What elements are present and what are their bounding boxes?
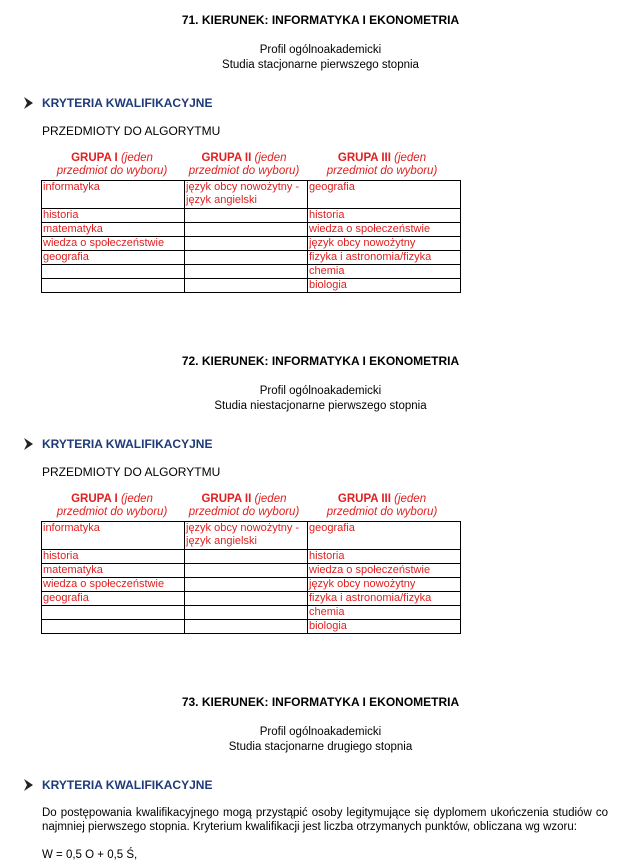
table-row [42,578,461,592]
table-cell: język obcy nowożytny - język angielski [185,522,308,550]
section-73-criteria-heading [22,778,212,792]
table-cell: geografia [42,592,185,606]
table-cell: informatyka [42,181,185,209]
section-71-subjects-heading: PRZEDMIOTY DO ALGORYTMU [42,124,221,138]
table-row [42,181,461,209]
table-cell: chemia [308,606,461,620]
table-cell [42,265,185,279]
table-cell: historia [42,209,185,223]
table-cell: historia [308,209,461,223]
table-cell [42,606,185,620]
table-cell [185,606,308,620]
study-mode-line: Studia stacjonarne pierwszego stopnia [222,59,419,71]
arrow-bullet-icon [22,437,36,451]
table-cell [185,279,308,293]
profile-line: Profil ogólnoakademicki [259,385,382,397]
group-1-header [42,493,182,519]
group-note-2: przedmiot do wyboru) [56,506,168,518]
table-cell: chemia [308,265,461,279]
arrow-bullet-icon [22,96,36,110]
table-cell: geografia [42,251,185,265]
table-cell: fizyka i astronomia/fizyka [308,592,461,606]
section-73-formula: W = 0,5 O + 0,5 Ś, [42,849,138,861]
profile-line: Profil ogólnoakademicki [259,44,382,56]
table-cell [185,237,308,251]
table-row [42,265,461,279]
table-row [42,550,461,564]
group-note: (jeden [394,152,427,164]
table-row [42,564,461,578]
section-72-title: 72. KIERUNEK: INFORMATYKA I EKONOMETRIA [181,354,460,368]
group-note-2: przedmiot do wyboru) [326,165,438,177]
criteria-heading-label: KRYTERIA KWALIFIKACYJNE [42,778,213,792]
group-2-header [174,493,314,519]
table-cell [185,592,308,606]
table-cell [185,223,308,237]
profile-line: Profil ogólnoakademicki [259,726,382,738]
section-72-subjects-heading: PRZEDMIOTY DO ALGORYTMU [42,465,221,479]
study-mode-line: Studia stacjonarne drugiego stopnia [228,741,413,753]
table-cell [185,251,308,265]
table-cell [185,578,308,592]
table-row [42,237,461,251]
table-cell: geografia [308,181,461,209]
table-cell: historia [42,550,185,564]
table-cell: informatyka [42,522,185,550]
group-note: (jeden [120,152,153,164]
table-cell: wiedza o społeczeństwie [308,564,461,578]
table-row [42,620,461,634]
section-73-description: Do postępowania kwalifikacyjnego mogą przystąpić osoby legitymujące się dyplomem ukończenia studiów co najmniej pierwszego stopnia. Kryterium kwalifikacji jest liczba otrzymanych punktów, obliczana wg wzoru: [42,807,608,833]
group-name: GRUPA III [337,152,391,164]
group-1-header [42,152,182,178]
group-note: (jeden [394,493,427,505]
group-note: (jeden [254,152,287,164]
group-name: GRUPA II [201,493,252,505]
table-row [42,279,461,293]
table-cell: wiedza o społeczeństwie [42,578,185,592]
table-cell: wiedza o społeczeństwie [42,237,185,251]
table-cell [42,620,185,634]
table-cell: matematyka [42,564,185,578]
table-cell: historia [308,550,461,564]
group-name: GRUPA I [71,152,118,164]
table-row [42,251,461,265]
table-cell [185,550,308,564]
criteria-heading-label: KRYTERIA KWALIFIKACYJNE [42,437,213,451]
study-mode-line: Studia niestacjonarne pierwszego stopnia [214,400,427,412]
table-cell [185,265,308,279]
table-cell: geografia [308,522,461,550]
table-cell: język obcy nowożytny [308,578,461,592]
table-cell [185,564,308,578]
group-3-header [312,152,452,178]
section-72-criteria-heading [22,437,212,451]
table-row [42,592,461,606]
table-row [42,522,461,550]
group-note: (jeden [120,493,153,505]
section-71-title: 71. KIERUNEK: INFORMATYKA I EKONOMETRIA [181,13,460,27]
table-cell: matematyka [42,223,185,237]
table-row [42,209,461,223]
group-3-header [312,493,452,519]
table-row [42,223,461,237]
section-71-profile [0,43,641,73]
section-71-subjects-table [41,180,461,293]
table-cell: fizyka i astronomia/fizyka [308,251,461,265]
table-cell [185,209,308,223]
table-cell: biologia [308,620,461,634]
group-name: GRUPA I [71,493,118,505]
group-note-2: przedmiot do wyboru) [56,165,168,177]
section-73-profile [0,725,641,755]
table-row [42,606,461,620]
section-72-profile [0,384,641,414]
arrow-bullet-icon [22,778,36,792]
group-note-2: przedmiot do wyboru) [188,165,300,177]
group-name: GRUPA II [201,152,252,164]
group-note-2: przedmiot do wyboru) [188,506,300,518]
table-cell: język obcy nowożytny - język angielski [185,181,308,209]
table-cell: biologia [308,279,461,293]
table-cell [185,620,308,634]
section-73-title: 73. KIERUNEK: INFORMATYKA I EKONOMETRIA [181,695,460,709]
table-cell: język obcy nowożytny [308,237,461,251]
table-cell: wiedza o społeczeństwie [308,223,461,237]
group-note: (jeden [254,493,287,505]
criteria-heading-label: KRYTERIA KWALIFIKACYJNE [42,96,213,110]
section-71-criteria-heading [22,96,212,110]
group-2-header [174,152,314,178]
group-note-2: przedmiot do wyboru) [326,506,438,518]
section-72-subjects-table [41,521,461,634]
group-name: GRUPA III [337,493,391,505]
table-cell [42,279,185,293]
